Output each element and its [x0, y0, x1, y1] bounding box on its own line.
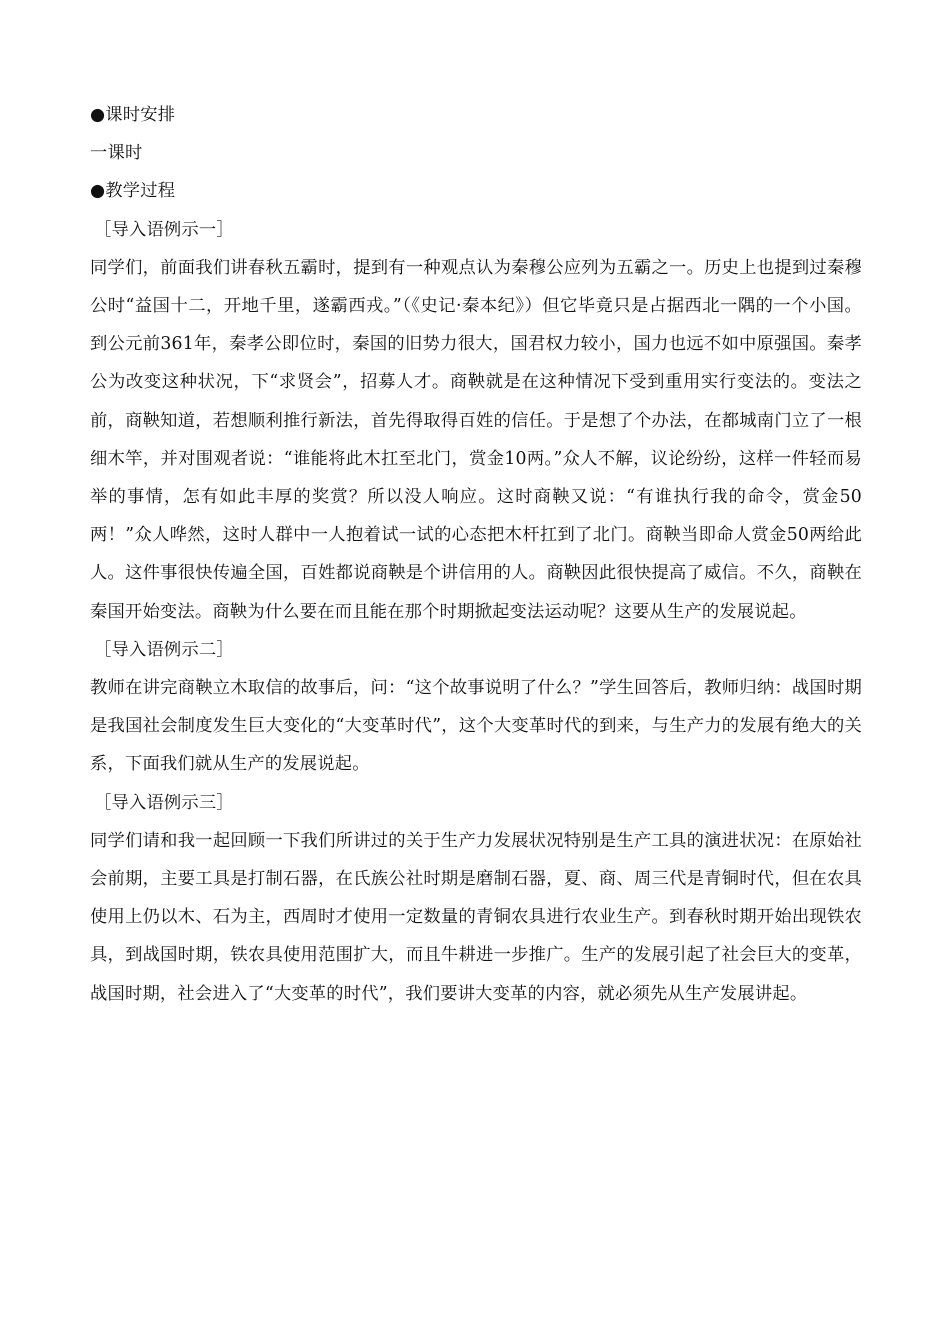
example-3-label: ［导入语例示三］	[94, 792, 234, 813]
document-body	[90, 96, 862, 1013]
example-3-paragraph: 同学们请和我一起回顾一下我们所讲过的关于生产力发展状况特别是生产工具的演进状况：在原始社会前期，主要工具是打制石器，在氏族公社时期是磨制石器，夏、商、周三代是青铜时代，但在农具使用上仍以木、石为主，西周时才使用一定数量的青铜农具进行农业生产。到春秋时期开始出现铁农具，到战国时期，铁农具使用范围扩大，而且牛耕进一步推广。生产的发展引起了社会巨大的变革，战国时期，社会进入了“大变革的时代”，我们要讲大变革的内容，就必须先从生产发展讲起。	[90, 830, 862, 1004]
heading-lesson-schedule: ●课时安排	[90, 105, 176, 125]
example-2-paragraph: 教师在讲完商鞅立木取信的故事后，问：“这个故事说明了什么？”学生回答后，教师归纳：战国时期是我国社会制度发生巨大变化的“大变革时代”，这个大变革时代的到来，与生产力的发展有绝大的关系，下面我们就从生产的发展说起。	[90, 677, 862, 775]
heading-teaching-process: ●教学过程	[90, 181, 176, 202]
example-1-paragraph: 同学们，前面我们讲春秋五霸时，提到有一种观点认为秦穆公应列为五霸之一。历史上也提到过秦穆公时“益国十二，开地千里，遂霸西戎。”（《史记·秦本纪》）但它毕竟只是占据西北一隅的一个小国。到公元前361年，秦孝公即位时，秦国的旧势力很大，国君权力较小，国力也远不如中原强国。秦孝公为改变这种状况，下“求贤会”，招募人才。商鞅就是在这种情况下受到重用实行变法的。变法之前，商鞅知道，若想顺利推行新法，首先得取得百姓的信任。于是想了个办法，在都城南门立了一根细木竿，并对围观者说：“谁能将此木扛至北门，赏金10两。”众人不解，议论纷纷，这样一件轻而易举的事情，怎有如此丰厚的奖赏？所以没人响应。这时商鞅又说：“有谁执行我的命令，赏金50两！”众人哗然，这时人群中一人抱着试一试的心态把木杆扛到了北门。商鞅当即命人赏金50两给此人。这件事很快传遍全国，百姓都说商鞅是个讲信用的人。商鞅因此很快提高了威信。不久，商鞅在秦国开始变法。商鞅为什么要在而且能在那个时期掀起变法运动呢？这要从生产的发展说起。	[90, 257, 862, 622]
example-2-label: ［导入语例示二］	[94, 639, 234, 660]
example-1-label: ［导入语例示一］	[94, 219, 234, 240]
lesson-count: 一课时	[90, 143, 143, 164]
